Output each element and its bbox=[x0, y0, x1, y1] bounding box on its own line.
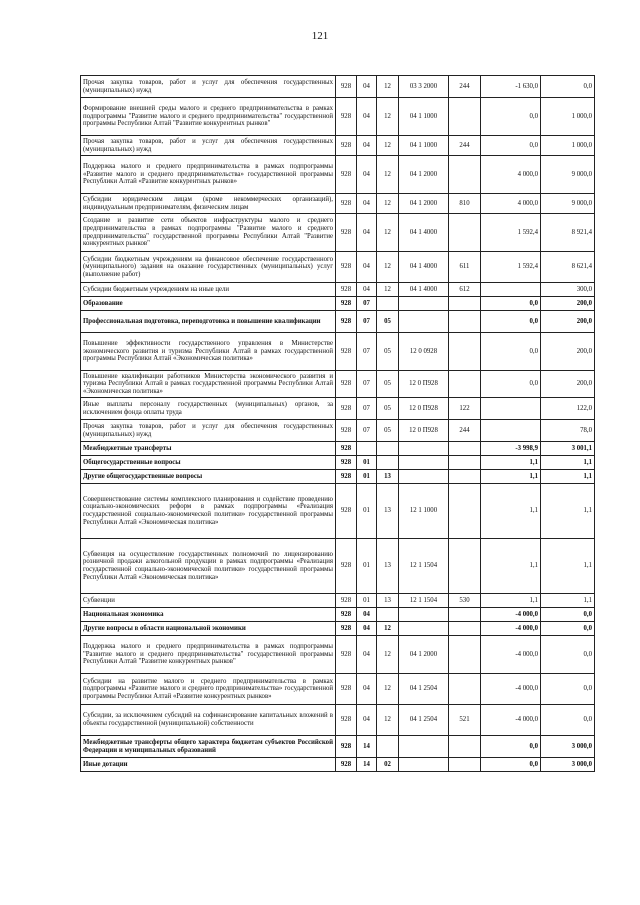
budget-table bbox=[80, 75, 595, 772]
row-section-code: 01 bbox=[357, 539, 377, 594]
row-expense-type-code: 530 bbox=[449, 594, 481, 608]
row-change-amount: -3 998,9 bbox=[481, 442, 541, 456]
row-total-amount: 200,0 bbox=[541, 333, 595, 371]
row-expense-type-code bbox=[449, 456, 481, 470]
row-change-amount: 0,0 bbox=[481, 333, 541, 371]
row-name: Повышение квалификации работников Министерства экономического развития и туризма Республики Алтай в рамках государственной программы Республики Алтай «Экономическая политика» bbox=[81, 371, 336, 398]
row-subsection-code: 12 bbox=[377, 705, 399, 736]
row-expense-type-code bbox=[449, 311, 481, 333]
row-target-code bbox=[399, 442, 449, 456]
row-section-code: 07 bbox=[357, 311, 377, 333]
row-target-code: 12 0 П928 bbox=[399, 420, 449, 442]
row-target-code bbox=[399, 736, 449, 758]
row-total-amount: 1,1 bbox=[541, 484, 595, 539]
row-expense-type-code bbox=[449, 539, 481, 594]
row-subsection-code: 05 bbox=[377, 333, 399, 371]
row-subsection-code: 12 bbox=[377, 622, 399, 636]
row-section-code: 14 bbox=[357, 736, 377, 758]
row-expense-type-code bbox=[449, 470, 481, 484]
row-total-amount: 3 001,1 bbox=[541, 442, 595, 456]
row-subsection-code: 02 bbox=[377, 758, 399, 772]
table-row bbox=[81, 194, 595, 214]
row-name: Прочая закупка товаров, работ и услуг для обеспечения государственных (муниципальных) нужд bbox=[81, 420, 336, 442]
row-total-amount: 78,0 bbox=[541, 420, 595, 442]
row-total-amount: 0,0 bbox=[541, 76, 595, 98]
row-target-code: 04 1 2504 bbox=[399, 705, 449, 736]
row-target-code: 12 1 1504 bbox=[399, 539, 449, 594]
row-total-amount: 8 921,4 bbox=[541, 214, 595, 252]
row-change-amount: 1,1 bbox=[481, 456, 541, 470]
row-subsection-code: 05 bbox=[377, 420, 399, 442]
table-row bbox=[81, 420, 595, 442]
row-section-code: 04 bbox=[357, 252, 377, 283]
row-total-amount: 0,0 bbox=[541, 674, 595, 705]
row-total-amount: 8 621,4 bbox=[541, 252, 595, 283]
row-change-amount bbox=[481, 398, 541, 420]
table-row bbox=[81, 484, 595, 539]
table-row bbox=[81, 76, 595, 98]
row-section-code: 04 bbox=[357, 214, 377, 252]
row-change-amount: 1,1 bbox=[481, 484, 541, 539]
row-total-amount: 122,0 bbox=[541, 398, 595, 420]
row-name: Субсидии на развитие малого и среднего предпринимательства в рамках подпрограммы «Развитие малого и среднего предпринимательства» государственной программы Республики Алтай «Развитие конкурентных рынков» bbox=[81, 674, 336, 705]
row-admin-code: 928 bbox=[336, 705, 357, 736]
row-expense-type-code bbox=[449, 442, 481, 456]
row-admin-code: 928 bbox=[336, 594, 357, 608]
row-name: Другие общегосударственные вопросы bbox=[81, 470, 336, 484]
row-subsection-code: 12 bbox=[377, 283, 399, 297]
row-subsection-code: 05 bbox=[377, 398, 399, 420]
row-change-amount bbox=[481, 283, 541, 297]
row-name: Повышение эффективности государственного управления в Министерстве экономического развития и туризма Республики Алтай в рамках государственной программы Республики Алтай «Экономическая политика» bbox=[81, 333, 336, 371]
row-expense-type-code: 122 bbox=[449, 398, 481, 420]
row-section-code: 04 bbox=[357, 674, 377, 705]
row-expense-type-code bbox=[449, 758, 481, 772]
row-name: Прочая закупка товаров, работ и услуг для обеспечения государственных (муниципальных) нужд bbox=[81, 76, 336, 98]
row-admin-code: 928 bbox=[336, 470, 357, 484]
row-name: Межбюджетные трансферты bbox=[81, 442, 336, 456]
table-row bbox=[81, 608, 595, 622]
row-total-amount: 1 000,0 bbox=[541, 136, 595, 156]
row-target-code bbox=[399, 456, 449, 470]
row-admin-code: 928 bbox=[336, 636, 357, 674]
row-admin-code: 928 bbox=[336, 484, 357, 539]
row-name: Поддержка малого и среднего предпринимательства в рамках подпрограммы «Развитие малого и среднего предпринимательства» государственной программы Республики Алтай «Развитие конкурентных рынков» bbox=[81, 156, 336, 194]
row-subsection-code: 12 bbox=[377, 156, 399, 194]
row-subsection-code bbox=[377, 456, 399, 470]
row-admin-code: 928 bbox=[336, 76, 357, 98]
table-row bbox=[81, 136, 595, 156]
row-name: Прочая закупка товаров, работ и услуг для обеспечения государственных (муниципальных) нужд bbox=[81, 136, 336, 156]
table-row bbox=[81, 636, 595, 674]
row-target-code: 04 1 2000 bbox=[399, 194, 449, 214]
row-expense-type-code bbox=[449, 674, 481, 705]
table-row bbox=[81, 456, 595, 470]
row-target-code: 04 1 4000 bbox=[399, 283, 449, 297]
row-admin-code: 928 bbox=[336, 371, 357, 398]
row-name: Субсидии, за исключением субсидий на софинансирование капитальных вложений в объекты государственной (муниципальной) собственности bbox=[81, 705, 336, 736]
table-row bbox=[81, 622, 595, 636]
row-section-code: 04 bbox=[357, 705, 377, 736]
row-section-code: 07 bbox=[357, 297, 377, 311]
row-change-amount: 0,0 bbox=[481, 371, 541, 398]
row-total-amount: 1,1 bbox=[541, 456, 595, 470]
row-change-amount: 0,0 bbox=[481, 297, 541, 311]
row-name: Образование bbox=[81, 297, 336, 311]
row-target-code: 12 1 1504 bbox=[399, 594, 449, 608]
row-target-code: 04 1 2000 bbox=[399, 156, 449, 194]
row-name: Межбюджетные трансферты общего характера бюджетам субъектов Российской Федерации и муниципальных образований bbox=[81, 736, 336, 758]
row-section-code: 04 bbox=[357, 622, 377, 636]
row-total-amount: 300,0 bbox=[541, 283, 595, 297]
row-name: Совершенствование системы комплексного планирования и содействие проведению социально-экономических реформ в рамках подпрограммы «Реализация государственной социально-экономической политики» государственной программы Республики Алтай «Экономическая политика» bbox=[81, 484, 336, 539]
row-expense-type-code bbox=[449, 333, 481, 371]
row-subsection-code: 05 bbox=[377, 311, 399, 333]
row-target-code: 12 0 П928 bbox=[399, 398, 449, 420]
row-subsection-code: 13 bbox=[377, 539, 399, 594]
row-expense-type-code: 611 bbox=[449, 252, 481, 283]
row-name: Общегосударственные вопросы bbox=[81, 456, 336, 470]
table-row bbox=[81, 674, 595, 705]
row-section-code: 01 bbox=[357, 470, 377, 484]
row-change-amount: 4 000,0 bbox=[481, 156, 541, 194]
row-total-amount: 1,1 bbox=[541, 594, 595, 608]
row-section-code: 01 bbox=[357, 484, 377, 539]
row-admin-code: 928 bbox=[336, 283, 357, 297]
row-total-amount: 0,0 bbox=[541, 608, 595, 622]
row-expense-type-code bbox=[449, 736, 481, 758]
row-name: Субвенции bbox=[81, 594, 336, 608]
row-subsection-code: 12 bbox=[377, 98, 399, 136]
row-admin-code: 928 bbox=[336, 136, 357, 156]
row-admin-code: 928 bbox=[336, 420, 357, 442]
table-row bbox=[81, 470, 595, 484]
row-section-code: 04 bbox=[357, 194, 377, 214]
row-total-amount: 200,0 bbox=[541, 311, 595, 333]
row-section-code: 14 bbox=[357, 758, 377, 772]
row-subsection-code: 12 bbox=[377, 194, 399, 214]
table-row bbox=[81, 297, 595, 311]
row-change-amount: 1 592,4 bbox=[481, 214, 541, 252]
row-change-amount: -4 000,0 bbox=[481, 622, 541, 636]
row-admin-code: 928 bbox=[336, 442, 357, 456]
row-change-amount: 0,0 bbox=[481, 136, 541, 156]
row-target-code: 04 1 2504 bbox=[399, 674, 449, 705]
row-target-code: 12 0 0928 bbox=[399, 333, 449, 371]
row-subsection-code: 13 bbox=[377, 470, 399, 484]
row-target-code: 04 1 4000 bbox=[399, 214, 449, 252]
row-subsection-code: 12 bbox=[377, 76, 399, 98]
row-change-amount: 0,0 bbox=[481, 98, 541, 136]
table-row bbox=[81, 98, 595, 136]
row-total-amount: 3 000,0 bbox=[541, 758, 595, 772]
budget-table-body bbox=[81, 76, 595, 772]
table-row bbox=[81, 758, 595, 772]
table-row bbox=[81, 371, 595, 398]
row-expense-type-code: 244 bbox=[449, 420, 481, 442]
row-admin-code: 928 bbox=[336, 736, 357, 758]
row-target-code: 03 3 2000 bbox=[399, 76, 449, 98]
row-target-code: 04 1 4000 bbox=[399, 252, 449, 283]
row-name: Формирование внешней среды малого и среднего предпринимательства в рамках подпрограммы "Развитие малого и среднего предпринимательства" государственной программы Республики Алтай "Развитие конкурентных рынков" bbox=[81, 98, 336, 136]
row-section-code: 04 bbox=[357, 136, 377, 156]
row-total-amount: 1 000,0 bbox=[541, 98, 595, 136]
row-expense-type-code bbox=[449, 608, 481, 622]
table-row bbox=[81, 333, 595, 371]
row-subsection-code: 12 bbox=[377, 136, 399, 156]
row-change-amount bbox=[481, 420, 541, 442]
row-admin-code: 928 bbox=[336, 311, 357, 333]
row-target-code bbox=[399, 608, 449, 622]
row-name: Субсидии бюджетным учреждениям на финансовое обеспечение государственного (муниципального) задания на оказание государственных (муниципальных) услуг (выполнение работ) bbox=[81, 252, 336, 283]
page-number: 121 bbox=[311, 30, 329, 42]
table-row bbox=[81, 539, 595, 594]
row-subsection-code: 13 bbox=[377, 594, 399, 608]
table-row bbox=[81, 214, 595, 252]
row-section-code: 04 bbox=[357, 156, 377, 194]
row-expense-type-code: 521 bbox=[449, 705, 481, 736]
row-expense-type-code bbox=[449, 484, 481, 539]
row-target-code bbox=[399, 758, 449, 772]
table-row bbox=[81, 398, 595, 420]
row-total-amount: 0,0 bbox=[541, 705, 595, 736]
row-subsection-code bbox=[377, 736, 399, 758]
row-section-code: 01 bbox=[357, 456, 377, 470]
row-target-code: 12 0 П928 bbox=[399, 371, 449, 398]
row-admin-code: 928 bbox=[336, 297, 357, 311]
row-name: Профессиональная подготовка, переподготовка и повышение квалификации bbox=[81, 311, 336, 333]
row-change-amount: 1 592,4 bbox=[481, 252, 541, 283]
row-change-amount: -4 000,0 bbox=[481, 674, 541, 705]
row-section-code: 04 bbox=[357, 98, 377, 136]
row-admin-code: 928 bbox=[336, 194, 357, 214]
row-expense-type-code bbox=[449, 371, 481, 398]
row-expense-type-code: 244 bbox=[449, 76, 481, 98]
row-target-code bbox=[399, 622, 449, 636]
row-expense-type-code bbox=[449, 156, 481, 194]
row-expense-type-code: 244 bbox=[449, 136, 481, 156]
row-name: Иные выплаты персоналу государственных (муниципальных) органов, за исключением фонда оплаты труда bbox=[81, 398, 336, 420]
row-section-code: 07 bbox=[357, 398, 377, 420]
row-target-code: 12 1 1000 bbox=[399, 484, 449, 539]
row-change-amount: 1,1 bbox=[481, 470, 541, 484]
row-admin-code: 928 bbox=[336, 608, 357, 622]
row-change-amount: -4 000,0 bbox=[481, 608, 541, 622]
table-row bbox=[81, 594, 595, 608]
row-change-amount: -1 630,0 bbox=[481, 76, 541, 98]
row-target-code bbox=[399, 297, 449, 311]
row-change-amount: 0,0 bbox=[481, 758, 541, 772]
row-admin-code: 928 bbox=[336, 252, 357, 283]
row-section-code: 04 bbox=[357, 76, 377, 98]
row-change-amount: -4 000,0 bbox=[481, 636, 541, 674]
row-name: Иные дотации bbox=[81, 758, 336, 772]
row-subsection-code: 12 bbox=[377, 674, 399, 705]
table-row bbox=[81, 705, 595, 736]
row-admin-code: 928 bbox=[336, 98, 357, 136]
row-expense-type-code bbox=[449, 98, 481, 136]
row-expense-type-code: 612 bbox=[449, 283, 481, 297]
row-total-amount: 200,0 bbox=[541, 371, 595, 398]
row-expense-type-code: 810 bbox=[449, 194, 481, 214]
table-row bbox=[81, 736, 595, 758]
row-total-amount: 1,1 bbox=[541, 539, 595, 594]
table-row bbox=[81, 311, 595, 333]
table-row bbox=[81, 442, 595, 456]
row-subsection-code: 12 bbox=[377, 214, 399, 252]
row-admin-code: 928 bbox=[336, 758, 357, 772]
table-row bbox=[81, 283, 595, 297]
row-subsection-code bbox=[377, 608, 399, 622]
row-total-amount: 0,0 bbox=[541, 636, 595, 674]
row-target-code: 04 1 1000 bbox=[399, 136, 449, 156]
table-row bbox=[81, 252, 595, 283]
row-target-code: 04 1 1000 bbox=[399, 98, 449, 136]
row-section-code: 07 bbox=[357, 333, 377, 371]
row-admin-code: 928 bbox=[336, 539, 357, 594]
row-expense-type-code bbox=[449, 636, 481, 674]
row-change-amount: 4 000,0 bbox=[481, 194, 541, 214]
row-name: Создание и развитие сети объектов инфраструктуры малого и среднего предпринимательства в рамках подпрограммы "Развитие малого и среднего предпринимательства" государственной программы Республики Алтай "Развитие конкурентных рынков" bbox=[81, 214, 336, 252]
row-subsection-code: 12 bbox=[377, 252, 399, 283]
row-total-amount: 1,1 bbox=[541, 470, 595, 484]
row-change-amount: 0,0 bbox=[481, 311, 541, 333]
row-target-code: 04 1 2000 bbox=[399, 636, 449, 674]
row-total-amount: 9 000,0 bbox=[541, 194, 595, 214]
row-admin-code: 928 bbox=[336, 333, 357, 371]
row-admin-code: 928 bbox=[336, 398, 357, 420]
row-section-code: 04 bbox=[357, 283, 377, 297]
table-row bbox=[81, 156, 595, 194]
row-expense-type-code bbox=[449, 622, 481, 636]
row-section-code: 07 bbox=[357, 371, 377, 398]
row-total-amount: 3 000,0 bbox=[541, 736, 595, 758]
row-name: Субвенция на осуществление государственных полномочий по лицензированию розничной продажи алкогольной продукции в рамках подпрограммы «Реализация государственной социально-экономической политики» государственной программы Республики Алтай «Экономическая политика» bbox=[81, 539, 336, 594]
row-name: Поддержка малого и среднего предпринимательства в рамках подпрограммы "Развитие малого и среднего предпринимательства" государственной программы Республики Алтай "Развитие конкурентных рынков" bbox=[81, 636, 336, 674]
row-subsection-code bbox=[377, 442, 399, 456]
row-name: Субсидии бюджетным учреждениям на иные цели bbox=[81, 283, 336, 297]
row-change-amount: 1,1 bbox=[481, 539, 541, 594]
row-total-amount: 0,0 bbox=[541, 622, 595, 636]
row-total-amount: 9 000,0 bbox=[541, 156, 595, 194]
row-name: Национальная экономика bbox=[81, 608, 336, 622]
row-expense-type-code bbox=[449, 297, 481, 311]
row-target-code bbox=[399, 470, 449, 484]
row-section-code: 01 bbox=[357, 594, 377, 608]
row-subsection-code: 05 bbox=[377, 371, 399, 398]
row-subsection-code: 13 bbox=[377, 484, 399, 539]
row-change-amount: 1,1 bbox=[481, 594, 541, 608]
row-subsection-code: 12 bbox=[377, 636, 399, 674]
row-section-code: 04 bbox=[357, 636, 377, 674]
row-admin-code: 928 bbox=[336, 214, 357, 252]
row-target-code bbox=[399, 311, 449, 333]
row-admin-code: 928 bbox=[336, 156, 357, 194]
row-section-code: 07 bbox=[357, 420, 377, 442]
row-total-amount: 200,0 bbox=[541, 297, 595, 311]
row-admin-code: 928 bbox=[336, 674, 357, 705]
row-change-amount: -4 000,0 bbox=[481, 705, 541, 736]
row-admin-code: 928 bbox=[336, 456, 357, 470]
row-section-code: 04 bbox=[357, 608, 377, 622]
row-change-amount: 0,0 bbox=[481, 736, 541, 758]
row-name: Другие вопросы в области национальной экономики bbox=[81, 622, 336, 636]
row-admin-code: 928 bbox=[336, 622, 357, 636]
row-subsection-code bbox=[377, 297, 399, 311]
row-expense-type-code bbox=[449, 214, 481, 252]
row-section-code bbox=[357, 442, 377, 456]
row-name: Субсидии юридическим лицам (кроме некоммерческих организаций), индивидуальным предпринимателям, физическим лицам bbox=[81, 194, 336, 214]
